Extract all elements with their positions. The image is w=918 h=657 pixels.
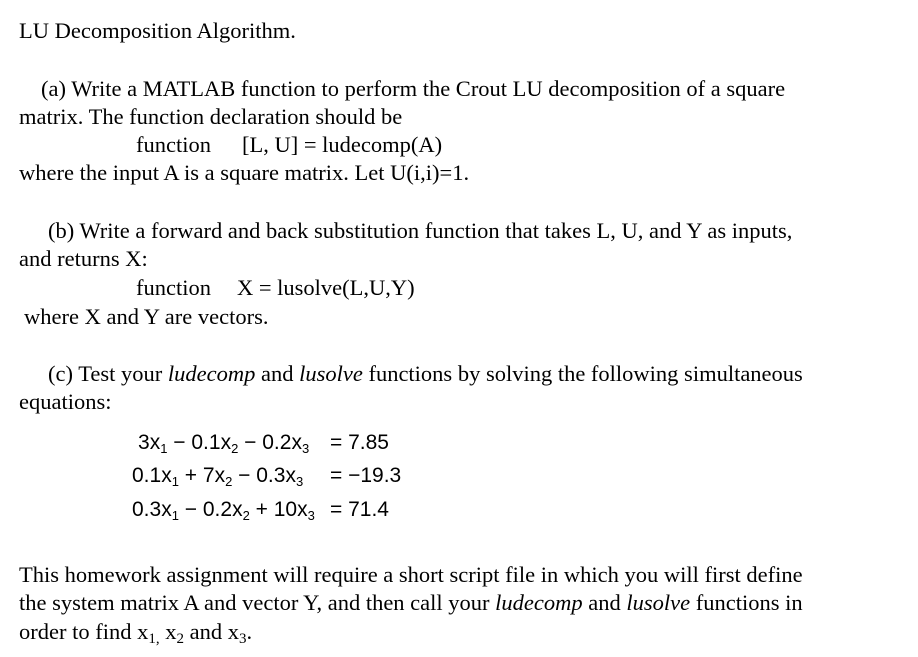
closing-line-3: order to find x1, x2 and x3.: [19, 619, 253, 647]
part-b-code: [136, 274, 415, 302]
part-b-line-1: (b) Write a forward and back substitution function that takes L, U, and Y as inputs,: [48, 218, 793, 243]
part-c-text-post: functions by solving the following simultaneous: [362, 361, 803, 386]
equation-1-lhs: $3x_1 - 0.1x_2 - 0.2x_3$: [138, 431, 310, 456]
part-c-ludecomp: ludecomp: [167, 361, 256, 386]
part-c-line-1: [48, 360, 803, 388]
part-b-line-4: where X and Y are vectors.: [24, 304, 269, 329]
equation-1-rhs: = 7.85: [330, 431, 389, 454]
closing-line-2: [19, 589, 803, 617]
part-a-line-1: (a) Write a MATLAB function to perform the Crout LU decomposition of a square: [41, 76, 786, 101]
part-b-line-2: and returns X:: [19, 246, 148, 271]
equation-2-rhs: = −19.3: [330, 464, 402, 487]
part-c-text-pre: (c) Test your: [48, 361, 168, 386]
part-b-code-signature: X = lusolve(L,U,Y): [236, 275, 415, 300]
part-b-code-keyword: function: [136, 275, 211, 300]
closing-text-find: order to find: [19, 619, 138, 644]
document-title: LU Decomposition Algorithm.: [19, 18, 296, 43]
part-a-code-keyword: function: [136, 132, 211, 157]
closing-ludecomp: ludecomp: [495, 590, 583, 615]
equation-3-lhs: $0.3x_1 - 0.2x_2 + 10x_3$: [132, 498, 315, 523]
part-a-line-4: where the input A is a square matrix. Let U(i,i)=1.: [19, 160, 470, 185]
closing-lusolve: lusolve: [626, 590, 691, 615]
closing-text-post: functions in: [690, 590, 803, 615]
part-c-lusolve: lusolve: [299, 361, 363, 386]
part-a-line-2: matrix. The function declaration should be: [19, 104, 403, 129]
part-a-code-signature: [L, U] = ludecomp(A): [241, 132, 443, 157]
equation-2-lhs: $0.1x_1 + 7x_2 - 0.3x_3$: [132, 464, 304, 489]
closing-text-pre: the system matrix A and vector Y, and then call your: [19, 590, 496, 615]
equation-3-rhs: = 71.4: [330, 498, 389, 521]
closing-and: and: [582, 590, 627, 615]
part-c-line-2: equations:: [19, 389, 112, 414]
part-c-and: and: [255, 361, 300, 386]
part-a-code: [136, 131, 442, 159]
closing-line-1: This homework assignment will require a short script file in which you will first define: [19, 562, 803, 587]
